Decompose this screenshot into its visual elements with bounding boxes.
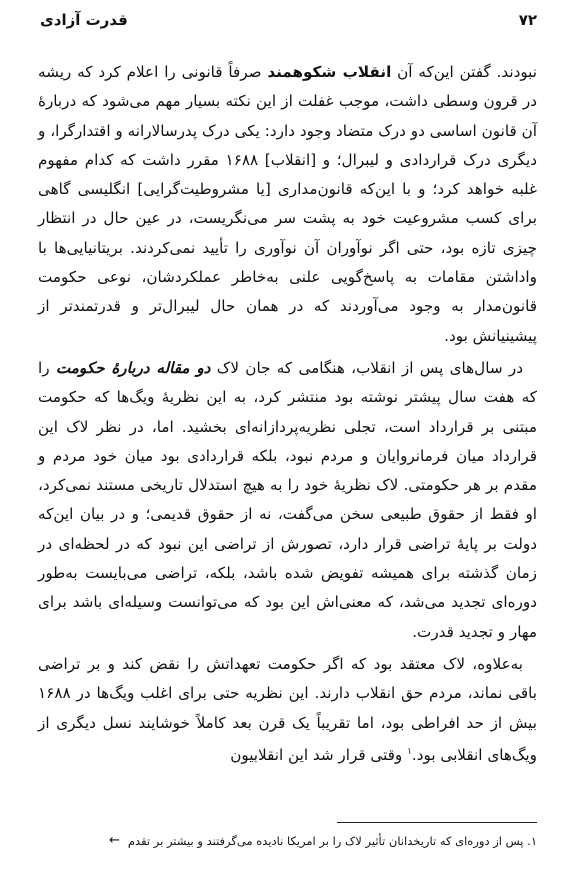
footnote bbox=[40, 832, 537, 850]
text-segment: به‌علاوه، لاک معتقد بود که اگر حکومت تعهداتش را نقض کند و بر تراضی باقی نماند، مردم حق انقلاب دارند. این نظریه حتی برای اغلب ویگ‌ها در ۱۶۸۸ بیش از حد افراطی بود، اما تقریباً یک قرن بعد کاملاً خوشایند نسل دیگری از ویگ‌های انقلابی بود. bbox=[38, 654, 537, 764]
bold-phrase: انقلاب شکوهمند bbox=[267, 63, 392, 81]
footnote-divider bbox=[337, 822, 537, 823]
running-header bbox=[40, 8, 537, 32]
text-segment: وقتی قرار شد این انقلابیون bbox=[230, 745, 408, 764]
text-segment: صرفاً قانونی را اعلام کرد که ریشه در قرون وسطی داشت، موجب غفلت از این نکته بسیار مهم می‌شود که دربارهٔ آن قانون اساسی دو درک متضاد وجود دارد: یکی درک پدرسالارانه و اقتدارگرا، و دیگری درک قراردادی و لیبرال؛ و [انقلاب] ۱۶۸۸ مقرر داشت که کدام مفهوم غلبه خواهد کرد؛ و با این‌که قانون‌مداری [یا مشروطیت‌گرایی] انگلیسی گاهی برای کسب مشروعیت خود به پشت سر می‌نگریست، در عین حال در انتظار چیزی تازه بود، حتی اگر نوآوران آن نوآوری را تأیید نمی‌کردند. بریتانیایی‌ها با واداشتن مقامات به پاسخ‌گویی علنی به‌خاطر عملکردشان، نوعی حکومت قانون‌مدار به وجود می‌آوردند که در همان حال لیبرال‌تر و قدرتمندتر از پیشینیانش بود. bbox=[38, 63, 537, 345]
text-segment: را که هفت سال پیشتر نوشته بود منتشر کرد، به این نظریهٔ ویگ‌ها که حکومت مبتنی بر قرارداد است، تجلی نظریه‌پردازانه‌ای بخشید. اما، در نظر لاک این قرارداد میان فرمانروایان و مردم نبود، بلکه قراردادی بود میان خود مردم و مقدم بر هر حکومتی. لاک نظریهٔ خود را به هیچ استدلال تاریخی مستند نمی‌کرد، او فقط از حقوق طبیعی سخن می‌گفت، نه از حقوق قدیمی؛ و در بیان این‌که دولت بر پایهٔ تراضی قرار دارد، تصورش از تراضی این نبود که در لحظه‌ای در زمان گذشته برای همیشه تفویض شده باشد، بلکه، تراضی می‌بایست به‌طور دوره‌ای تجدید می‌شد، که معنی‌اش این بود که می‌توانست وسیله‌ای باشد برای مهار و تجدید قدرت. bbox=[38, 358, 537, 641]
book-title: دو مقاله دربارهٔ حکومت bbox=[55, 358, 211, 377]
footnote-text: ۱. پس از دوره‌ای که تاریخدانان تأثیر لاک را بر امریکا نادیده می‌گرفتند و بیشتر بر تقدم bbox=[127, 834, 537, 848]
page-number: ۷۲ bbox=[518, 11, 537, 29]
paragraph-3 bbox=[38, 650, 537, 770]
footnote-marker: ۱ bbox=[407, 746, 412, 757]
continuation-arrow-icon: ← bbox=[109, 833, 120, 848]
text-segment: نبودند. گفتن این‌که آن bbox=[391, 63, 537, 81]
running-title: قدرت آزادی bbox=[40, 11, 128, 29]
body-text bbox=[38, 58, 537, 770]
paragraph-1 bbox=[38, 58, 537, 351]
paragraph-2 bbox=[38, 354, 537, 647]
text-segment: در سال‌های پس از انقلاب، هنگامی که جان لاک bbox=[210, 358, 523, 377]
